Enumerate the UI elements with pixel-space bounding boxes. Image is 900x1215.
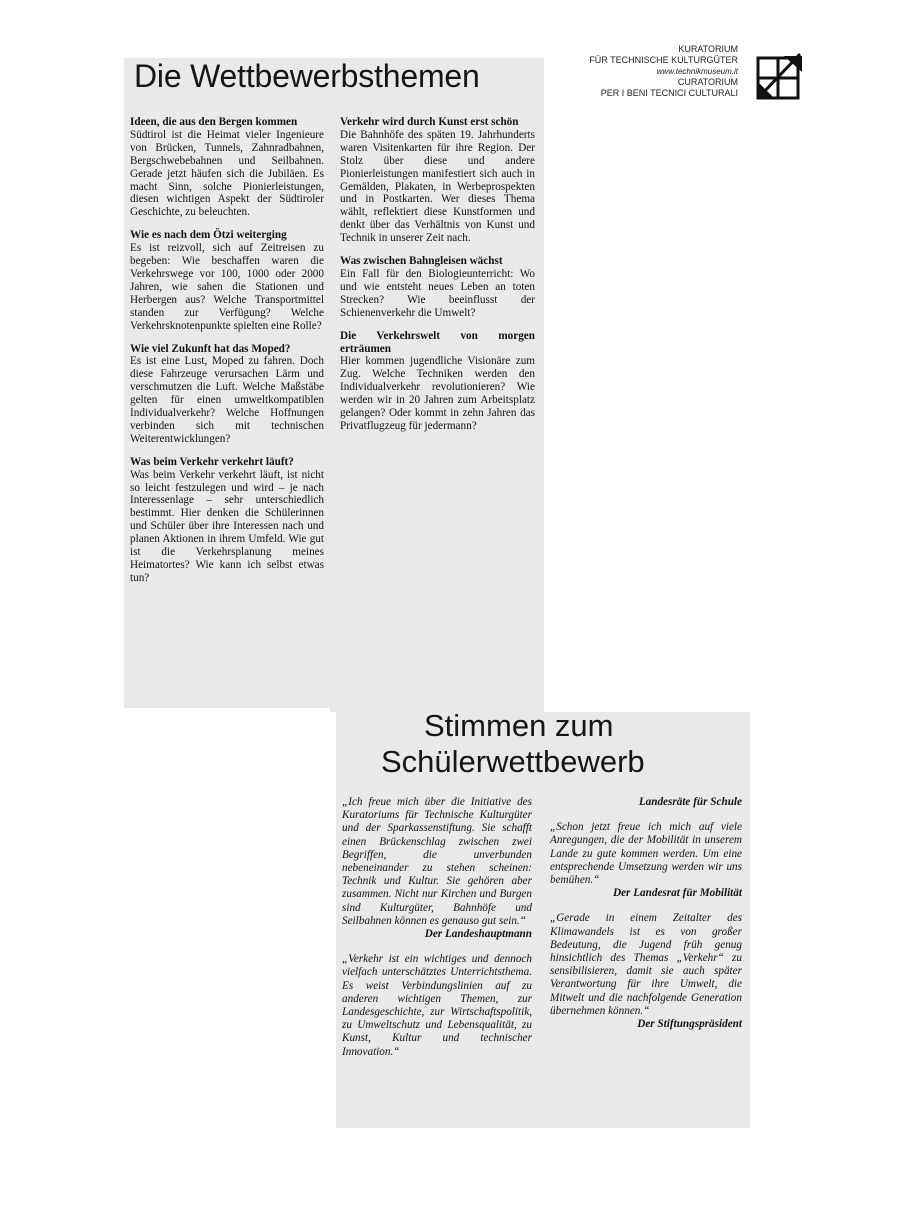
section-heading: Wie es nach dem Ötzi weiterging	[130, 229, 287, 242]
org-name-de: KURATORIUM	[678, 44, 738, 54]
quotes-column-2	[550, 796, 742, 1043]
org-name-it: CURATORIUM	[677, 77, 738, 87]
org-name-it-sub: PER I BENI TECNICI CULTURALI	[600, 88, 738, 98]
article-title: Die Wettbewerbsthemen	[134, 58, 480, 94]
quote-author: Landesräte für Schule	[638, 796, 742, 808]
kuratorium-logo-icon	[756, 52, 804, 100]
section-heading: Was beim Verkehr verkehrt läuft?	[130, 455, 294, 468]
article-column-2	[340, 116, 535, 443]
section-text: Die Bahnhöfe des späten 19. Jahrhunderts waren Visitenkarten für ihre Region. Der Stolz über diese und andere Pionierleistungen manifestiert sich auch in Gemälden, Plakaten, in Werbeprospekten und in Postkarten. Wer dieses Thema wählt, reflektiert diese Kunstformen und denkt über das Verhältnis von Kunst und Technik in unserer Zeit nach.	[340, 128, 535, 245]
section-text: Südtirol ist die Heimat vieler Ingenieure von Brücken, Tunnels, Zahnradbahnen, Bergschwebebahnen und Seilbahnen. Gerade jetzt häufen sich die Jubiläen. Es macht Sinn, solche Pionierleistungen, diesen wichtigen Aspekt der Südtiroler Geschichte, zu beleuchten.	[130, 128, 324, 219]
article2-title-line2: Schülerwettbewerb	[381, 744, 645, 779]
quote-text: „Schon jetzt freue ich mich auf viele Anregungen, die der Mobilität in unserem Lande zu gute kommen werden. Um eine entsprechende Umsetzung werden wir uns bemühen.“	[550, 821, 742, 887]
section-text: Was beim Verkehr verkehrt läuft, ist nicht so leicht festzulegen und wird – je nach Interessenlage – sehr unterschiedlich bestimmt. Hier denken die Schülerinnen und Schüler über ihre Interessen nach und planen Aktionen in ihrem Umfeld. Wie gut ist die Verkehrsplanung meines Heimatortes? Wie kann ich selbst etwas tun?	[130, 468, 324, 584]
org-name-de-sub: FÜR TECHNISCHE KULTURGÜTER	[589, 55, 738, 65]
section-heading: Verkehr wird durch Kunst erst schön	[340, 116, 519, 128]
article-column-1	[130, 116, 324, 595]
article2-title-line1: Stimmen zum	[424, 708, 614, 743]
organization-header	[589, 44, 738, 99]
section-heading: Was zwischen Bahngleisen wächst	[340, 255, 503, 268]
quotes-column-1	[342, 796, 532, 1059]
quote-author: Der Landeshauptmann	[424, 928, 532, 941]
quote-text: „Gerade in einem Zeitalter des Klimawandels ist es von großer Bedeutung, die Jugend früh genug hinsichtlich des Themas „Verkehr“ zu sensibilisieren, damit sie auch später Verantwortung für ihre Umwelt, die Mitwelt und die nachfolgende Generation übernehmen können.“	[550, 912, 742, 1017]
section-text: Es ist reizvoll, sich auf Zeitreisen zu begeben: Wie beschaffen waren die Verkehrswege vor 100, 1000 oder 2000 Jahren, wie sahen die Stationen und Herbergen aus? Welche Transportmittel standen zur Verfügung? Welche Verkehrsknotenpunkte spielten eine Rolle?	[130, 242, 324, 332]
quote-author: Der Stiftungspräsident	[637, 1018, 742, 1031]
quote-text: „Ich freue mich über die Initiative des Kuratoriums für Technische Kulturgüter und der Sparkassenstiftung. Sie schafft einen Brückenschlag zwischen zwei Begriffen, die unverbunden nebeneinander zu stehen scheinen: Technik und Kultur. Sie gehören aber zusammen. Nicht nur Kirchen und Burgen sind Kulturgüter, Bahnhöfe und Seilbahnen können es genauso gut sein.“	[342, 796, 532, 927]
section-text: Hier kommen jugendliche Visionäre zum Zug. Welche Techniken werden den Individualverkehr revolutionieren? Wie werden wir in 20 Jahren zum Arbeitsplatz gelangen? Oder kommt in zehn Jahren das Privatflugzeug für jedermann?	[340, 355, 535, 432]
quote-author: Der Landesrat für Mobilität	[613, 887, 742, 900]
section-heading: Die Verkehrswelt von morgen erträumen	[340, 329, 535, 355]
quote-text: „Verkehr ist ein wichtiges und dennoch vielfach unterschätztes Unterrichtsthema. Es weist Verbindungslinien auf zu anderen wichtigen Themen, zur Landesgeschichte, zur Wirtschaftspolitik, zu Umweltschutz und Lebensqualität, zu Kunst, Kultur und technischer Innovation.“	[342, 953, 532, 1058]
section-text: Ein Fall für den Biologieunterricht: Wo und wie entsteht neues Leben an toten Strecken? Wie beeinflusst der Schienenverkehr die Umwelt?	[340, 267, 535, 319]
section-heading: Ideen, die aus den Bergen kommen	[130, 116, 298, 128]
section-heading: Wie viel Zukunft hat das Moped?	[130, 342, 291, 355]
section-text: Es ist eine Lust, Moped zu fahren. Doch diese Fahrzeuge verursachen Lärm und verschmutzen die Luft. Welche Maßstäbe gelten für einen umweltkompatiblen Individualverkehr? Welche Hoffnungen verbinden sich mit technischen Weiterentwicklungen?	[130, 355, 324, 445]
org-url: www.technikmuseum.it	[656, 67, 738, 76]
